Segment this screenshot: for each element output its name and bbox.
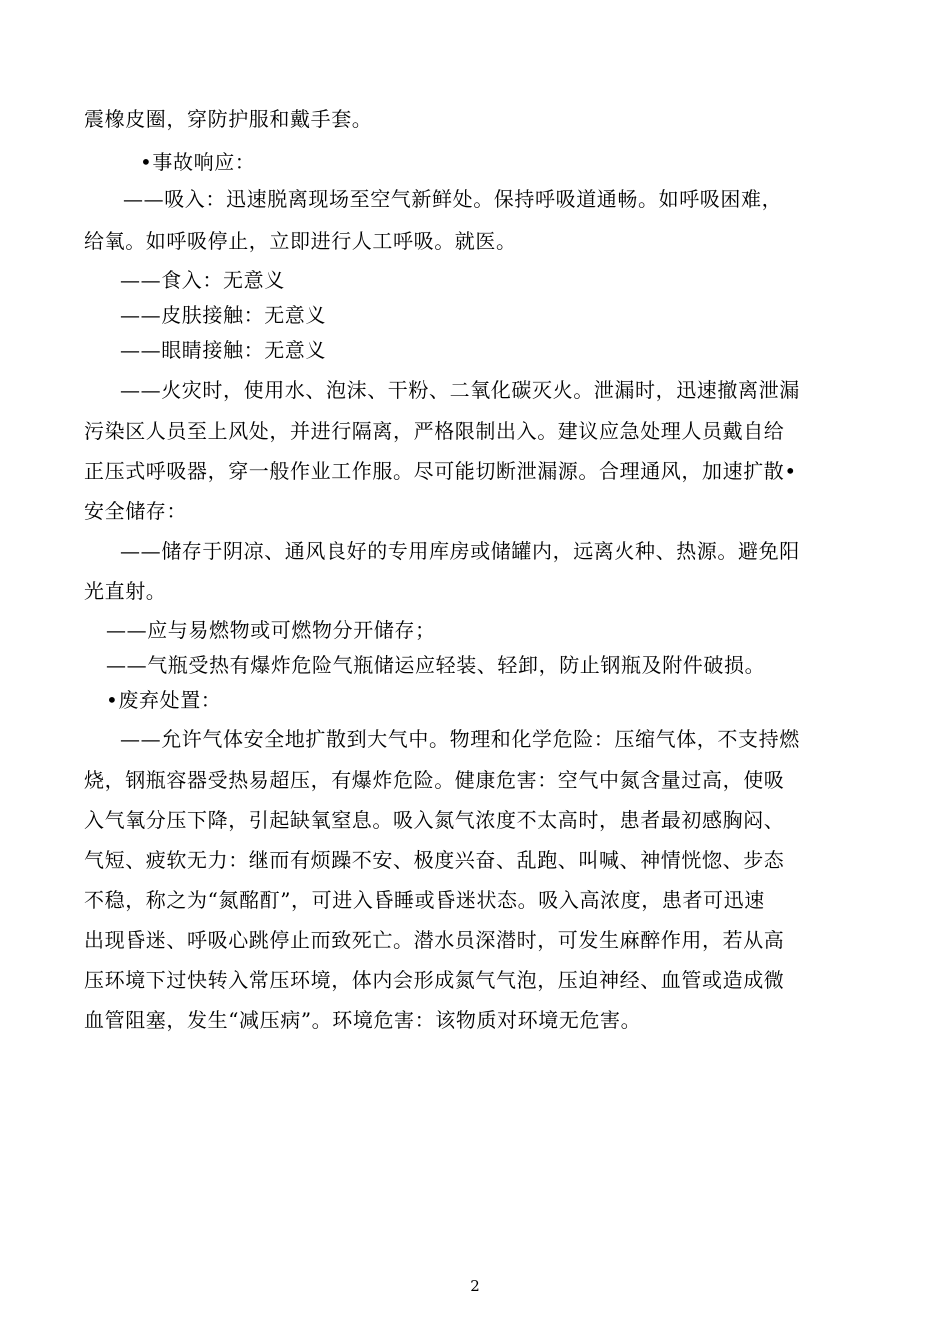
text-line: ——储存于阴凉、通风良好的专用库房或储罐内，远离火种、热源。避免阳 [120,539,800,563]
text-line: ——允许气体安全地扩散到大气中。物理和化学危险：压缩气体，不支持燃 [120,727,800,751]
text-line: ——皮肤接触：无意义 [120,303,326,327]
text-line: 出现昏迷、呼吸心跳停止而致死亡。潜水员深潜时，可发生麻醉作用，若从高 [84,928,785,952]
text-line: ——食入：无意义 [120,268,285,292]
text-line: ——眼睛接触：无意义 [120,338,326,362]
text-line: ——火灾时，使用水、泡沫、干粉、二氧化碳灭火。泄漏时，迅速撤离泄漏 [120,378,800,402]
text-line: 不稳，称之为“氮酩酊”，可进入昏睡或昏迷状态。吸入高浓度，患者可迅速 [84,888,765,912]
section-heading-accident-response: •事故响应： [140,150,256,174]
text-line: 血管阻塞，发生“减压病”。环境危害：该物质对环境无危害。 [84,1008,642,1032]
text-line: 入气氧分压下降，引起缺氧窒息。吸入氮气浓度不太高时，患者最初感胸闷、 [84,808,785,832]
text-line: 污染区人员至上风处，并进行隔离，严格限制出入。建议应急处理人员戴自给 [84,419,785,443]
text-line: 压环境下过快转入常压环境，体内会形成氮气气泡，压迫神经、血管或造成微 [84,968,785,992]
text-line: 给氧。如呼吸停止，立即进行人工呼吸。就医。 [84,229,517,253]
section-heading-disposal: •废弃处置： [106,688,222,712]
text-line: 震橡皮圈，穿防护服和戴手套。 [84,107,373,131]
text-line: 光直射。 [84,579,167,603]
text-line: ——气瓶受热有爆炸危险气瓶储运应轻装、轻卸，防止钢瓶及附件破损。 [106,653,766,677]
text-line: ——应与易燃物或可燃物分开储存； [106,618,436,642]
page-number: 2 [470,1277,480,1295]
text-line: ——吸入：迅速脱离现场至空气新鲜处。保持呼吸道通畅。如呼吸困难， [123,187,783,211]
text-line: 气短、疲软无力：继而有烦躁不安、极度兴奋、乱跑、叫喊、神情恍惚、步态 [84,848,785,872]
text-line: 正压式呼吸器，穿一般作业工作服。尽可能切断泄漏源。合理通风，加速扩散• [84,459,797,483]
text-line: 烧，钢瓶容器受热易超压，有爆炸危险。健康危害：空气中氮含量过高，使吸 [84,768,785,792]
section-heading-safe-storage: 安全储存： [84,499,187,523]
